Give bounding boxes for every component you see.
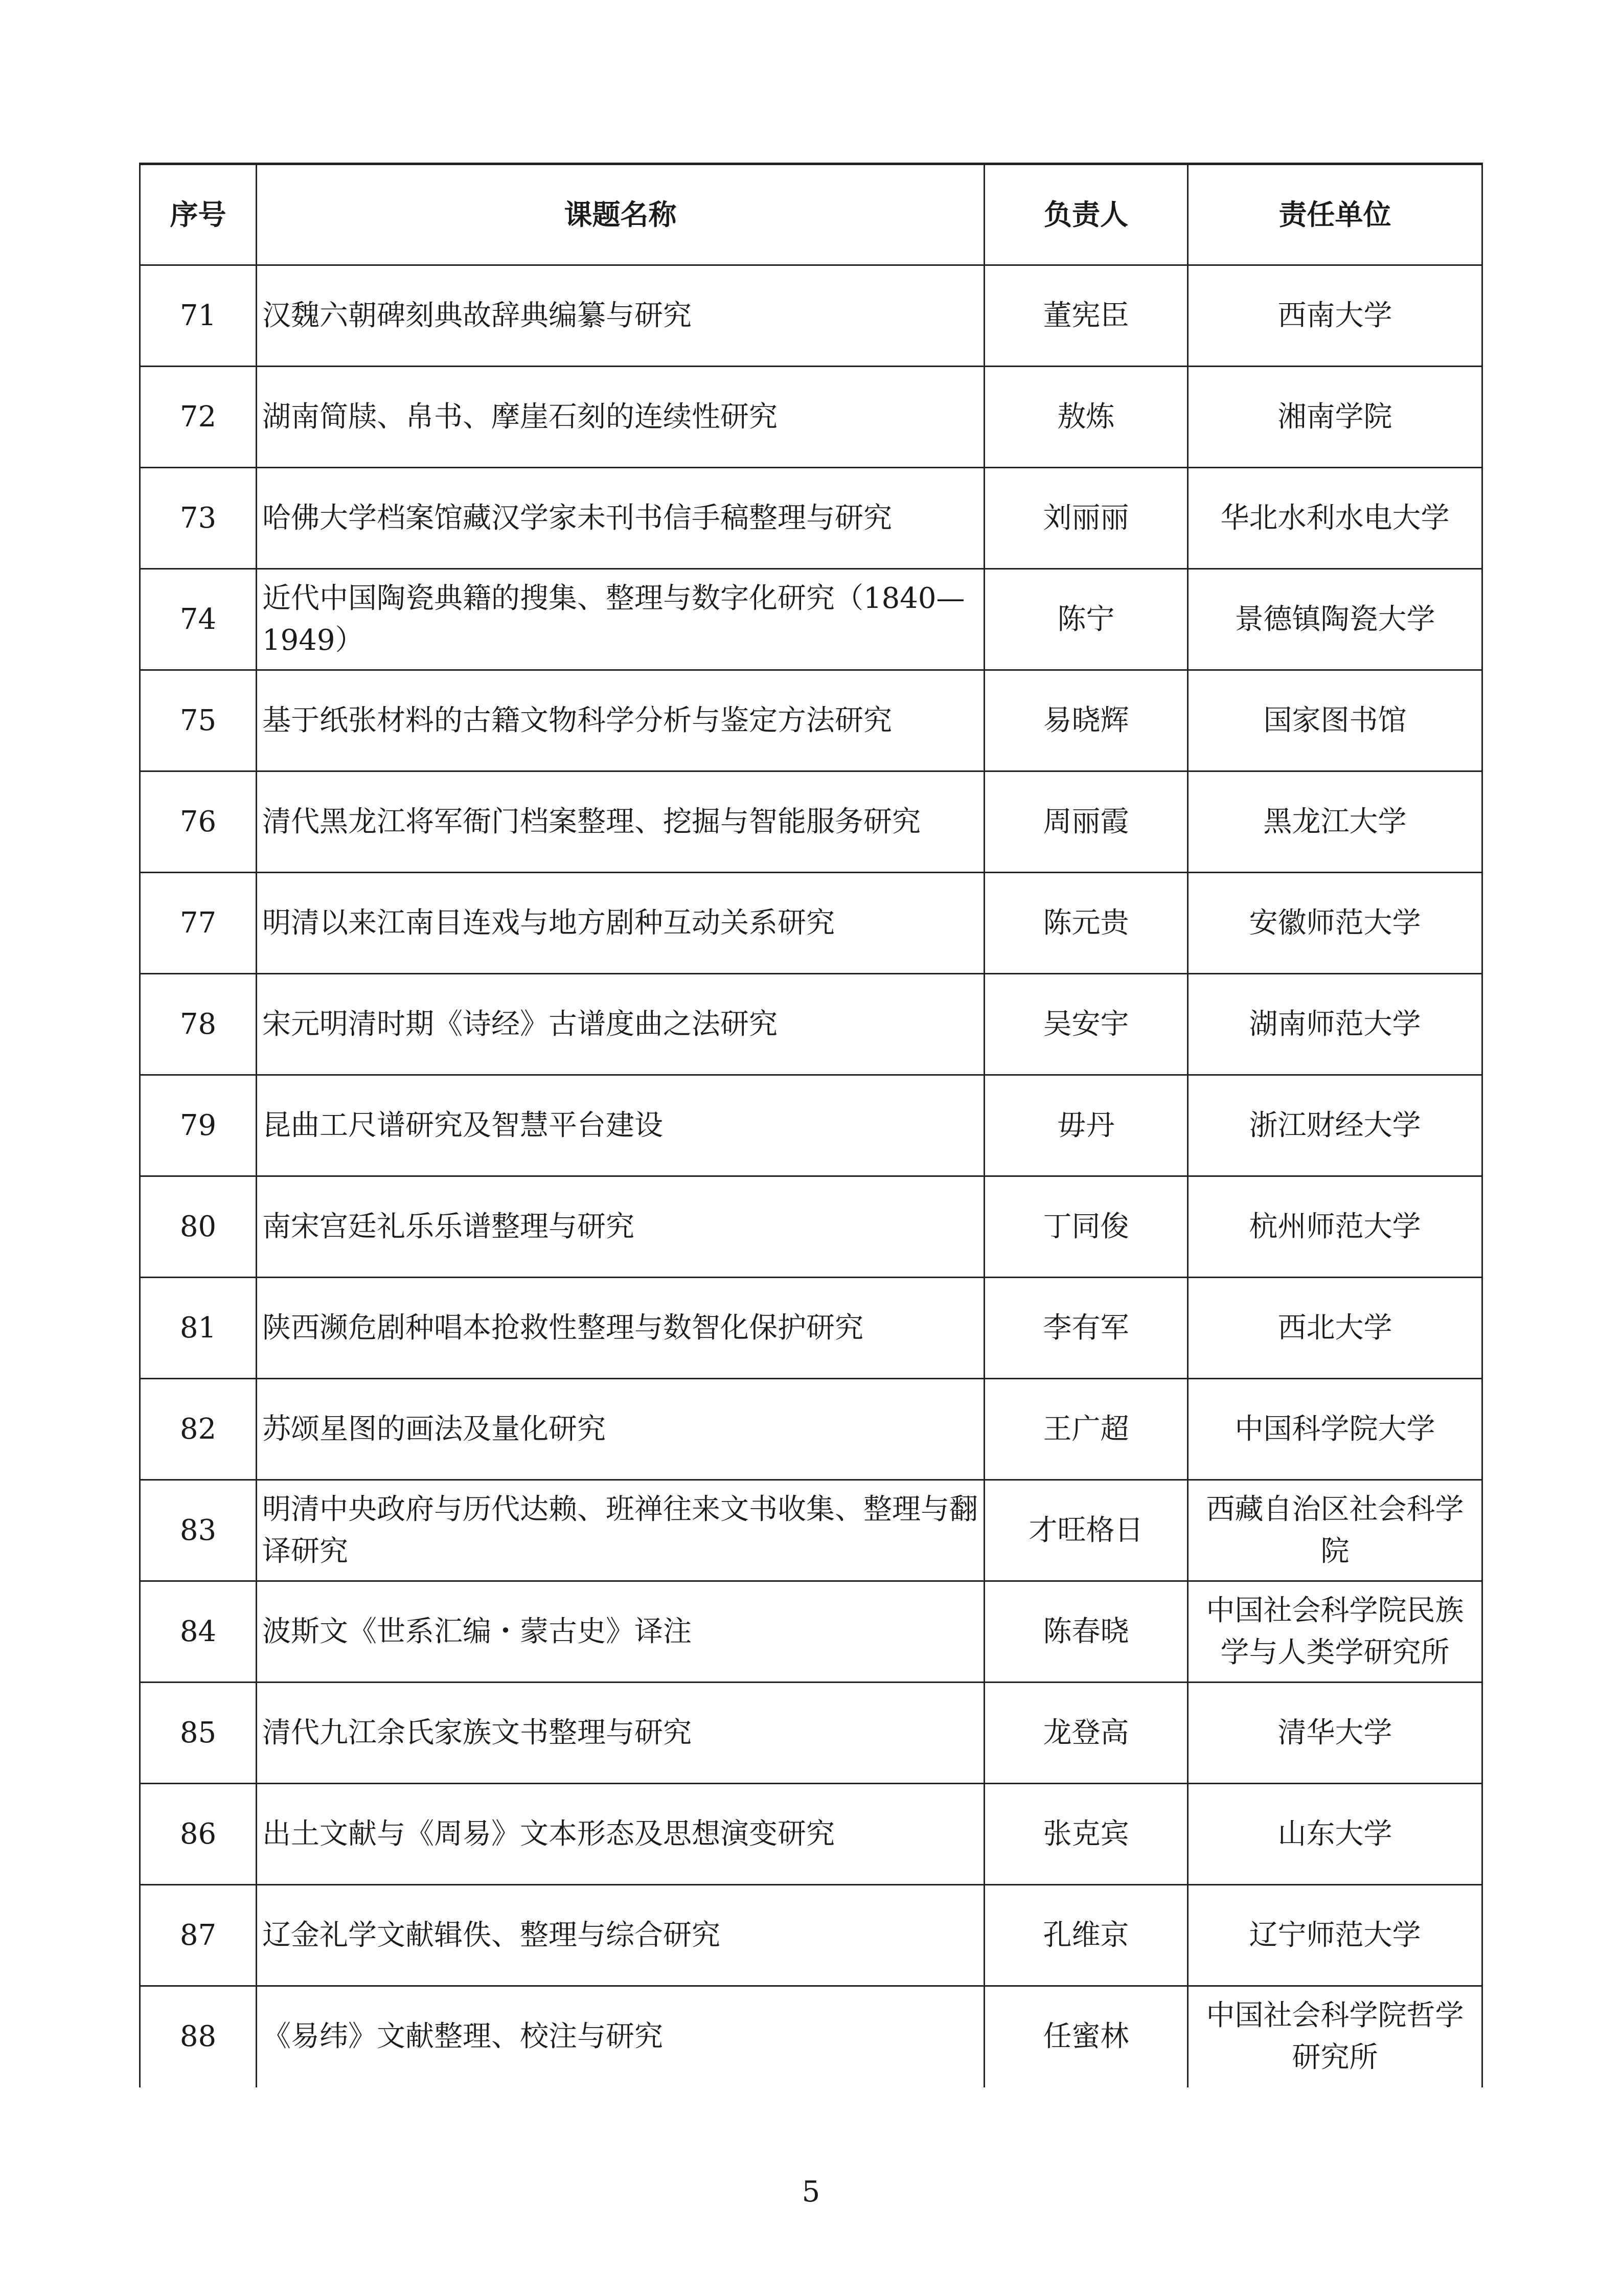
cell-project-title: 苏颂星图的画法及量化研究 — [257, 1379, 985, 1480]
cell-project-title: 湖南简牍、帛书、摩崖石刻的连续性研究 — [257, 367, 985, 468]
cell-serial: 84 — [140, 1581, 257, 1683]
cell-serial: 88 — [140, 1986, 257, 2087]
cell-project-title: 哈佛大学档案馆藏汉学家未刊书信手稿整理与研究 — [257, 468, 985, 569]
cell-person-in-charge: 孔维京 — [985, 1885, 1188, 1986]
cell-responsible-unit: 浙江财经大学 — [1188, 1075, 1482, 1176]
cell-project-title: 《易纬》文献整理、校注与研究 — [257, 1986, 985, 2087]
cell-serial: 80 — [140, 1176, 257, 1278]
cell-project-title: 波斯文《世系汇编・蒙古史》译注 — [257, 1581, 985, 1683]
table-row — [140, 468, 1482, 569]
cell-person-in-charge: 王广超 — [985, 1379, 1188, 1480]
header-person-in-charge: 负责人 — [985, 164, 1188, 265]
cell-person-in-charge: 周丽霞 — [985, 771, 1188, 873]
cell-project-title: 明清中央政府与历代达赖、班禅往来文书收集、整理与翻译研究 — [257, 1480, 985, 1581]
table-row — [140, 1278, 1482, 1379]
cell-serial: 78 — [140, 974, 257, 1075]
cell-project-title: 清代黑龙江将军衙门档案整理、挖掘与智能服务研究 — [257, 771, 985, 873]
header-project-title: 课题名称 — [257, 164, 985, 265]
cell-person-in-charge: 毋丹 — [985, 1075, 1188, 1176]
cell-serial: 79 — [140, 1075, 257, 1176]
cell-serial: 85 — [140, 1683, 257, 1784]
cell-serial: 73 — [140, 468, 257, 569]
project-table-container — [139, 163, 1481, 2087]
table-row — [140, 367, 1482, 468]
cell-project-title: 昆曲工尺谱研究及智慧平台建设 — [257, 1075, 985, 1176]
cell-person-in-charge: 敖炼 — [985, 367, 1188, 468]
cell-serial: 72 — [140, 367, 257, 468]
table-row — [140, 1379, 1482, 1480]
header-responsible-unit: 责任单位 — [1188, 164, 1482, 265]
cell-responsible-unit: 黑龙江大学 — [1188, 771, 1482, 873]
table-header-row — [140, 164, 1482, 265]
cell-serial: 81 — [140, 1278, 257, 1379]
cell-responsible-unit: 景德镇陶瓷大学 — [1188, 569, 1482, 670]
cell-responsible-unit: 国家图书馆 — [1188, 670, 1482, 771]
cell-project-title: 宋元明清时期《诗经》古谱度曲之法研究 — [257, 974, 985, 1075]
cell-serial: 87 — [140, 1885, 257, 1986]
cell-responsible-unit: 杭州师范大学 — [1188, 1176, 1482, 1278]
cell-responsible-unit: 中国科学院大学 — [1188, 1379, 1482, 1480]
cell-person-in-charge: 刘丽丽 — [985, 468, 1188, 569]
table-row — [140, 1480, 1482, 1581]
cell-person-in-charge: 李有军 — [985, 1278, 1188, 1379]
cell-project-title: 汉魏六朝碑刻典故辞典编纂与研究 — [257, 265, 985, 367]
cell-responsible-unit: 辽宁师范大学 — [1188, 1885, 1482, 1986]
table-row — [140, 569, 1482, 670]
cell-person-in-charge: 吴安宇 — [985, 974, 1188, 1075]
cell-person-in-charge: 任蜜林 — [985, 1986, 1188, 2087]
cell-project-title: 基于纸张材料的古籍文物科学分析与鉴定方法研究 — [257, 670, 985, 771]
cell-responsible-unit: 西南大学 — [1188, 265, 1482, 367]
table-row — [140, 974, 1482, 1075]
cell-project-title: 出土文献与《周易》文本形态及思想演变研究 — [257, 1784, 985, 1885]
table-row — [140, 1683, 1482, 1784]
cell-serial: 83 — [140, 1480, 257, 1581]
table-row — [140, 1885, 1482, 1986]
cell-responsible-unit: 安徽师范大学 — [1188, 873, 1482, 974]
cell-serial: 86 — [140, 1784, 257, 1885]
project-table — [139, 163, 1483, 2087]
cell-responsible-unit: 华北水利水电大学 — [1188, 468, 1482, 569]
cell-responsible-unit: 中国社会科学院哲学研究所 — [1188, 1986, 1482, 2087]
table-row — [140, 1075, 1482, 1176]
cell-person-in-charge: 丁同俊 — [985, 1176, 1188, 1278]
cell-responsible-unit: 西藏自治区社会科学院 — [1188, 1480, 1482, 1581]
cell-responsible-unit: 中国社会科学院民族学与人类学研究所 — [1188, 1581, 1482, 1683]
cell-serial: 71 — [140, 265, 257, 367]
cell-serial: 76 — [140, 771, 257, 873]
table-row — [140, 1986, 1482, 2087]
cell-serial: 82 — [140, 1379, 257, 1480]
cell-person-in-charge: 龙登高 — [985, 1683, 1188, 1784]
header-serial: 序号 — [140, 164, 257, 265]
table-row — [140, 1176, 1482, 1278]
cell-serial: 74 — [140, 569, 257, 670]
table-row — [140, 771, 1482, 873]
table-row — [140, 670, 1482, 771]
table-row — [140, 873, 1482, 974]
cell-person-in-charge: 易晓辉 — [985, 670, 1188, 771]
cell-project-title: 清代九江余氏家族文书整理与研究 — [257, 1683, 985, 1784]
cell-responsible-unit: 湖南师范大学 — [1188, 974, 1482, 1075]
cell-project-title: 近代中国陶瓷典籍的搜集、整理与数字化研究（1840—1949） — [257, 569, 985, 670]
cell-person-in-charge: 陈元贵 — [985, 873, 1188, 974]
cell-person-in-charge: 陈宁 — [985, 569, 1188, 670]
cell-responsible-unit: 西北大学 — [1188, 1278, 1482, 1379]
table-row — [140, 1784, 1482, 1885]
table-row — [140, 1581, 1482, 1683]
cell-person-in-charge: 张克宾 — [985, 1784, 1188, 1885]
cell-project-title: 南宋宫廷礼乐乐谱整理与研究 — [257, 1176, 985, 1278]
cell-person-in-charge: 才旺格日 — [985, 1480, 1188, 1581]
cell-serial: 75 — [140, 670, 257, 771]
table-row — [140, 265, 1482, 367]
cell-responsible-unit: 湘南学院 — [1188, 367, 1482, 468]
cell-project-title: 明清以来江南目连戏与地方剧种互动关系研究 — [257, 873, 985, 974]
page-number: 5 — [802, 2175, 820, 2209]
table-body — [140, 265, 1482, 2087]
cell-serial: 77 — [140, 873, 257, 974]
cell-responsible-unit: 山东大学 — [1188, 1784, 1482, 1885]
cell-responsible-unit: 清华大学 — [1188, 1683, 1482, 1784]
cell-project-title: 辽金礼学文献辑佚、整理与综合研究 — [257, 1885, 985, 1986]
cell-person-in-charge: 董宪臣 — [985, 265, 1188, 367]
cell-person-in-charge: 陈春晓 — [985, 1581, 1188, 1683]
cell-project-title: 陕西濒危剧种唱本抢救性整理与数智化保护研究 — [257, 1278, 985, 1379]
